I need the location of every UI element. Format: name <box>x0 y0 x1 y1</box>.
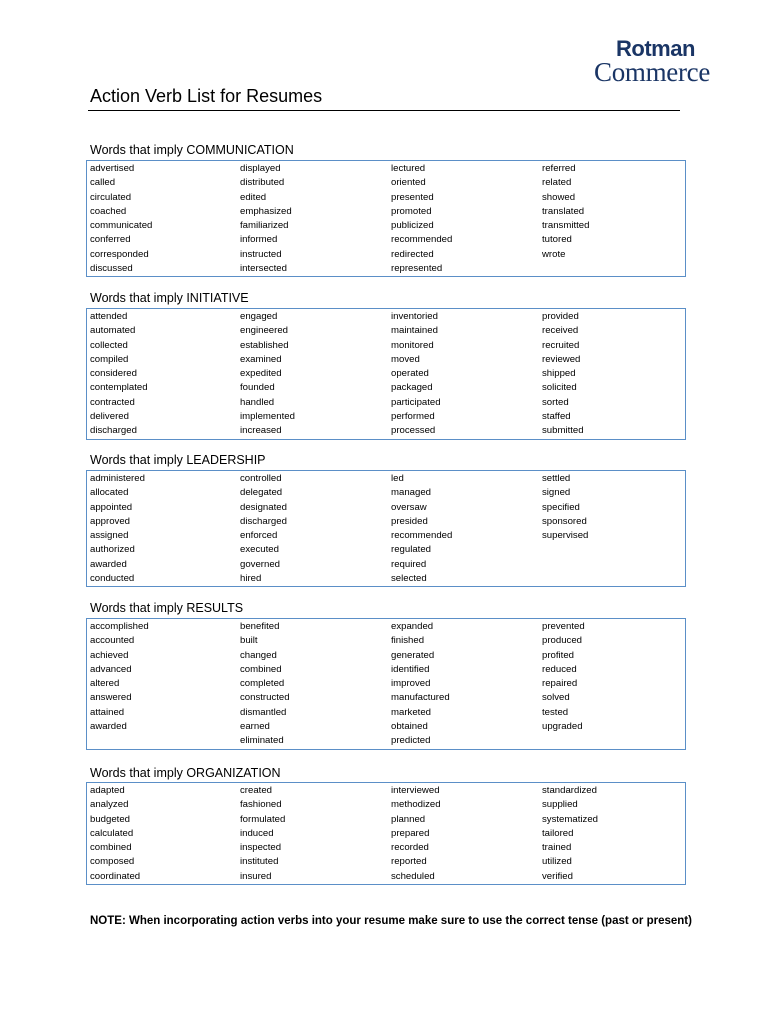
verb-cell: selected <box>391 573 427 585</box>
verb-cell: appointed <box>90 501 133 513</box>
verb-cell: supplied <box>542 799 578 811</box>
verb-cell: required <box>391 558 427 570</box>
verb-cell: engineered <box>240 325 289 337</box>
verb-cell: governed <box>240 558 281 570</box>
verb-cell: methodized <box>391 799 441 811</box>
tense-note: NOTE: When incorporating action verbs into your resume make sure to use the correct tense (past or present) <box>90 915 692 927</box>
verb-cell <box>90 734 240 748</box>
verb-cell: instituted <box>240 856 279 868</box>
verb-cell: contracted <box>90 396 135 408</box>
verb-cell: supervised <box>542 530 589 542</box>
verb-cell: instructed <box>240 248 282 260</box>
verb-cell: predicted <box>391 735 431 747</box>
verb-cell: distributed <box>240 177 285 189</box>
verb-cell: led <box>391 473 404 484</box>
verb-cell: scheduled <box>391 870 435 882</box>
verb-cell: executed <box>240 544 279 556</box>
verb-cell: solved <box>542 692 570 704</box>
verb-cell: coordinated <box>90 870 141 882</box>
verb-cell <box>542 262 688 276</box>
verb-cell: composed <box>90 856 135 868</box>
logo-line-rotman: Rotman <box>616 36 695 61</box>
verb-cell: eliminated <box>240 735 284 747</box>
verb-cell: changed <box>240 649 277 661</box>
verb-cell: answered <box>90 692 132 704</box>
verb-cell: designated <box>240 501 287 513</box>
verb-cell: insured <box>240 870 272 882</box>
verb-cell <box>542 543 688 557</box>
verb-cell: contemplated <box>90 382 148 394</box>
verb-cell: intersected <box>240 263 287 275</box>
verb-cell: discussed <box>90 263 133 275</box>
verb-cell: conducted <box>90 573 135 585</box>
verb-cell: constructed <box>240 692 290 704</box>
verb-cell: recorded <box>391 842 429 854</box>
verb-cell: redirected <box>391 248 434 260</box>
verb-cell: provided <box>542 311 579 322</box>
verb-cell: translated <box>542 205 585 217</box>
title-divider <box>88 110 680 111</box>
verb-cell: implemented <box>240 411 295 423</box>
verb-cell: tested <box>542 706 569 718</box>
verb-cell: informed <box>240 234 278 246</box>
verb-cell: emphasized <box>240 205 292 217</box>
verb-cell: packaged <box>391 382 433 394</box>
verb-cell: performed <box>391 411 435 423</box>
verb-cell: verified <box>542 870 573 882</box>
verb-cell: considered <box>90 368 137 380</box>
verb-cell: adapted <box>90 785 125 796</box>
verb-cell: presented <box>391 191 434 203</box>
verb-cell: utilized <box>542 856 572 868</box>
verb-cell: achieved <box>90 649 129 661</box>
verb-cell: oriented <box>391 177 426 189</box>
verb-cell: awarded <box>90 721 127 733</box>
verb-cell: recommended <box>391 530 453 542</box>
verb-table <box>86 470 686 587</box>
verb-cell: profited <box>542 649 574 661</box>
verb-cell: settled <box>542 473 571 484</box>
verb-cell: represented <box>391 263 443 275</box>
verb-cell: authorized <box>90 544 135 556</box>
document-title: Action Verb List for Resumes <box>90 86 323 106</box>
verb-cell: approved <box>90 515 131 527</box>
verb-cell: compiled <box>90 353 129 365</box>
verb-cell: shipped <box>542 368 576 380</box>
verb-cell: presided <box>391 515 428 527</box>
verb-cell: showed <box>542 191 576 203</box>
section-heading: Words that imply INITIATIVE <box>90 291 249 305</box>
section-heading: Words that imply ORGANIZATION <box>90 766 281 780</box>
logo-line-commerce: Commerce <box>594 57 711 87</box>
verb-cell: analyzed <box>90 799 129 811</box>
verb-cell: budgeted <box>90 813 131 825</box>
verb-cell: attained <box>90 706 125 718</box>
verb-cell: attended <box>90 311 128 322</box>
verb-cell: automated <box>90 325 136 337</box>
verb-cell: created <box>240 785 272 796</box>
verb-cell: induced <box>240 827 274 839</box>
verb-cell: expedited <box>240 368 282 380</box>
verb-cell: dismantled <box>240 706 287 718</box>
verb-cell: prevented <box>542 621 585 632</box>
verb-cell: accounted <box>90 635 135 647</box>
verb-cell: standardized <box>542 785 597 796</box>
verb-cell: communicated <box>90 220 153 232</box>
verb-cell: enforced <box>240 530 278 542</box>
verb-cell: inspected <box>240 842 282 854</box>
verb-cell: engaged <box>240 311 278 322</box>
verb-cell: systematized <box>542 813 598 825</box>
verb-cell: corresponded <box>90 248 149 260</box>
verb-cell: called <box>90 177 116 189</box>
verb-cell: moved <box>391 353 420 365</box>
verb-cell: planned <box>391 813 426 825</box>
verb-cell: trained <box>542 842 572 854</box>
verb-cell: repaired <box>542 678 578 690</box>
verb-cell: handled <box>240 396 275 408</box>
verb-cell: altered <box>90 678 120 690</box>
verb-cell: tailored <box>542 827 574 839</box>
verb-cell: calculated <box>90 827 134 839</box>
verb-cell: generated <box>391 649 435 661</box>
verb-table <box>86 308 686 440</box>
verb-cell: manufactured <box>391 692 450 704</box>
verb-cell: managed <box>391 487 432 499</box>
verb-cell: discharged <box>240 515 287 527</box>
verb-cell: delivered <box>90 411 129 423</box>
verb-cell: lectured <box>391 163 426 174</box>
verb-cell: earned <box>240 721 270 733</box>
verb-cell: established <box>240 339 289 351</box>
verb-cell: signed <box>542 487 571 499</box>
verb-cell: benefited <box>240 621 280 632</box>
verb-cell: staffed <box>542 411 571 423</box>
verb-cell: upgraded <box>542 721 583 733</box>
verb-cell: combined <box>240 663 282 675</box>
verb-cell: inventoried <box>391 311 438 322</box>
verb-cell: marketed <box>391 706 431 718</box>
verb-cell: coached <box>90 205 127 217</box>
verb-cell: improved <box>391 678 431 690</box>
verb-cell: identified <box>391 663 430 675</box>
verb-cell: recommended <box>391 234 453 246</box>
verb-cell <box>542 572 688 586</box>
verb-cell: finished <box>391 635 425 647</box>
verb-cell: submitted <box>542 425 584 437</box>
verb-cell: formulated <box>240 813 286 825</box>
verb-cell: allocated <box>90 487 129 499</box>
verb-cell: processed <box>391 425 436 437</box>
verb-cell: sponsored <box>542 515 587 527</box>
verb-cell: combined <box>90 842 132 854</box>
section-heading: Words that imply RESULTS <box>90 601 244 615</box>
verb-table <box>86 782 686 885</box>
verb-cell: received <box>542 325 579 337</box>
verb-cell: reduced <box>542 663 577 675</box>
verb-cell: familiarized <box>240 220 289 232</box>
verb-cell: delegated <box>240 487 283 499</box>
section-heading: Words that imply COMMUNICATION <box>90 143 294 157</box>
verb-cell: recruited <box>542 339 580 351</box>
verb-cell: increased <box>240 425 282 437</box>
verb-cell: discharged <box>90 425 137 437</box>
verb-cell: completed <box>240 678 285 690</box>
verb-cell: tutored <box>542 234 572 246</box>
verb-cell: monitored <box>391 339 434 351</box>
verb-cell: referred <box>542 163 576 174</box>
verb-cell: conferred <box>90 234 131 246</box>
verb-cell: regulated <box>391 544 432 556</box>
verb-cell: advanced <box>90 663 132 675</box>
verb-cell: wrote <box>542 248 566 260</box>
verb-cell <box>542 558 688 572</box>
verb-cell: accomplished <box>90 621 149 632</box>
verb-table <box>86 618 686 750</box>
verb-cell: advertised <box>90 163 135 174</box>
verb-cell: obtained <box>391 721 428 733</box>
verb-cell: hired <box>240 573 262 585</box>
verb-cell: examined <box>240 353 282 365</box>
verb-table <box>86 160 686 277</box>
verb-cell: publicized <box>391 220 434 232</box>
verb-cell <box>542 734 688 748</box>
verb-cell: reported <box>391 856 427 868</box>
verb-cell: promoted <box>391 205 432 217</box>
verb-cell: prepared <box>391 827 430 839</box>
verb-cell: maintained <box>391 325 438 337</box>
verb-cell: reviewed <box>542 353 581 365</box>
verb-cell: solicited <box>542 382 577 394</box>
verb-cell: specified <box>542 501 580 513</box>
verb-cell: built <box>240 635 258 647</box>
verb-cell: controlled <box>240 473 282 484</box>
verb-cell: collected <box>90 339 128 351</box>
verb-cell: founded <box>240 382 275 394</box>
section-heading: Words that imply LEADERSHIP <box>90 453 266 467</box>
verb-cell: related <box>542 177 572 189</box>
verb-cell: administered <box>90 473 145 484</box>
verb-cell: produced <box>542 635 583 647</box>
verb-cell: expanded <box>391 621 434 632</box>
rotman-commerce-logo <box>594 36 734 87</box>
verb-cell: participated <box>391 396 441 408</box>
verb-cell: circulated <box>90 191 132 203</box>
verb-cell: awarded <box>90 558 127 570</box>
verb-cell: transmitted <box>542 220 590 232</box>
verb-cell: interviewed <box>391 785 440 796</box>
verb-cell: oversaw <box>391 501 427 513</box>
verb-cell: assigned <box>90 530 129 542</box>
verb-cell: displayed <box>240 163 281 174</box>
verb-cell: sorted <box>542 396 569 408</box>
verb-cell: fashioned <box>240 799 282 811</box>
verb-cell: edited <box>240 191 267 203</box>
verb-cell: operated <box>391 368 429 380</box>
